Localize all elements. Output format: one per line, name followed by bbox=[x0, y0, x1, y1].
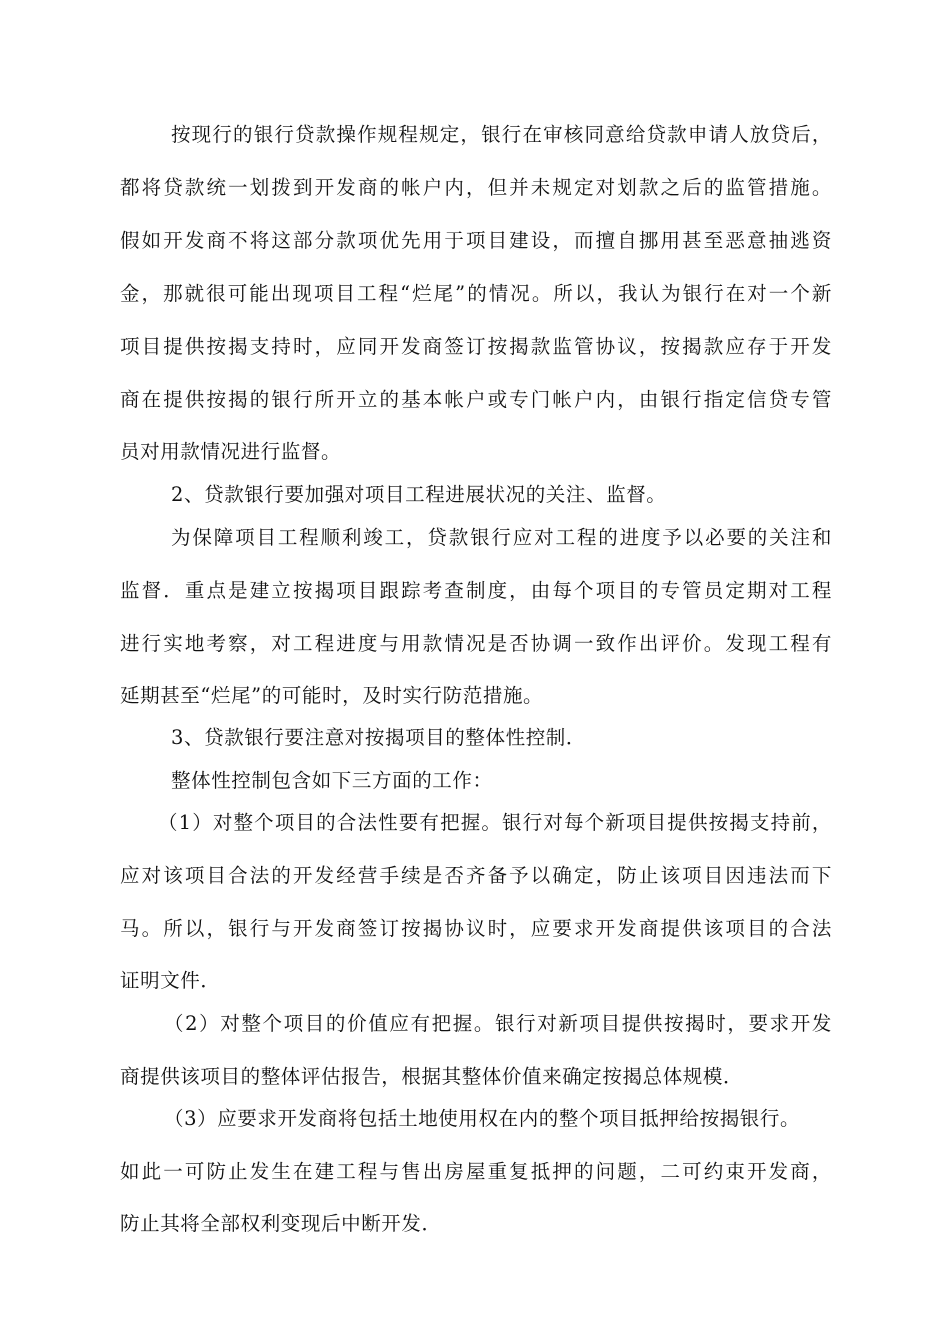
section-3-heading: 3、贷款银行要注意对按揭项目的整体性控制． bbox=[171, 726, 587, 749]
item-1-line-2: 应对该项目合法的开发经营手续是否齐备予以确定，防止该项目因违法而下 bbox=[120, 864, 832, 887]
paragraph-1-line-7: 员对用款情况进行监督。 bbox=[120, 440, 342, 463]
paragraph-2-line-3: 进行实地考察，对工程进度与用款情况是否协调一致作出评价。发现工程有 bbox=[120, 632, 832, 655]
item-1-line-1: （1）对整个项目的合法性要有把握。银行对每个新项目提供按揭支持前， bbox=[158, 811, 832, 834]
section-2-heading: 2、贷款银行要加强对项目工程进展状况的关注、监督。 bbox=[171, 483, 667, 506]
paragraph-1-line-2: 都将贷款统一划拨到开发商的帐户内，但并未规定对划款之后的监管措施。 bbox=[120, 176, 832, 199]
paragraph-2-line-2: 监督．重点是建立按揭项目跟踪考查制度，由每个项目的专管员定期对工程 bbox=[120, 579, 832, 602]
item-1-line-3: 马。所以，银行与开发商签订按揭协议时，应要求开发商提供该项目的合法 bbox=[120, 917, 832, 940]
paragraph-2-line-4: 延期甚至“烂尾”的可能时，及时实行防范措施。 bbox=[120, 684, 544, 707]
item-3-line-2: 如此一可防止发生在建工程与售出房屋重复抵押的问题，二可约束开发商， bbox=[120, 1160, 832, 1183]
item-3-line-1: （3）应要求开发商将包括土地使用权在内的整个项目抵押给按揭银行。 bbox=[164, 1107, 801, 1130]
paragraph-1-line-1: 按现行的银行贷款操作规程规定，银行在审核同意给贷款申请人放贷后， bbox=[171, 123, 832, 146]
paragraph-1-line-6: 商在提供按揭的银行所开立的基本帐户或专门帐户内，由银行指定信贷专管 bbox=[120, 388, 832, 411]
paragraph-1-line-3: 假如开发商不将这部分款项优先用于项目建设，而擅自挪用甚至恶意抽逃资 bbox=[120, 229, 832, 252]
item-1-line-4: 证明文件． bbox=[120, 969, 221, 992]
paragraph-2-line-1: 为保障项目工程顺利竣工，贷款银行应对工程的进度予以必要的关注和 bbox=[171, 526, 832, 549]
paragraph-1-line-4: 金，那就很可能出现项目工程“烂尾”的情况。所以，我认为银行在对一个新 bbox=[120, 282, 832, 305]
item-3-line-3: 防止其将全部权利变现后中断开发． bbox=[120, 1212, 442, 1235]
paragraph-1-line-5: 项目提供按揭支持时，应同开发商签订按揭款监管协议，按揭款应存于开发 bbox=[120, 335, 832, 358]
item-2-line-1: （2）对整个项目的价值应有把握。银行对新项目提供按揭时，要求开发 bbox=[164, 1012, 832, 1035]
section-3-intro: 整体性控制包含如下三方面的工作： bbox=[171, 769, 493, 792]
item-2-line-2: 商提供该项目的整体评估报告，根据其整体价值来确定按揭总体规模． bbox=[120, 1065, 744, 1088]
